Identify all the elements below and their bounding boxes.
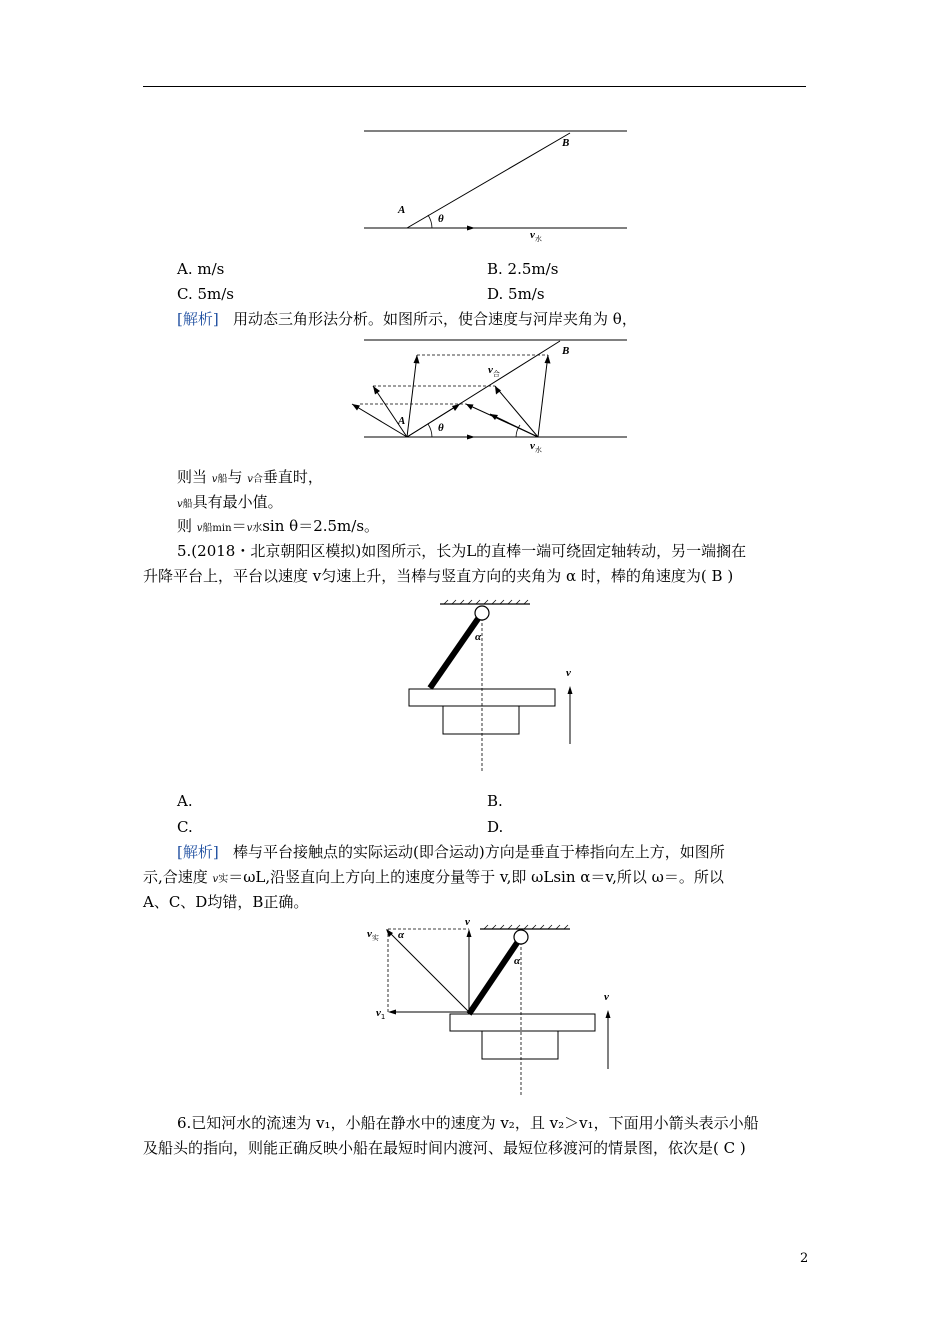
fig2-label-a: A <box>398 415 406 427</box>
q4-conclusion-3: 则 v船min＝v水sin θ＝2.5m/s。 <box>177 517 380 535</box>
svg-text:v实 <box>367 928 379 942</box>
label-v: v <box>530 229 535 241</box>
q4-conclusion-1: 则当 v船与 v合垂直时， <box>177 468 323 486</box>
fig4-v-right: v <box>604 991 609 1003</box>
svg-text:v1 <box>376 1007 385 1021</box>
label-a: A <box>398 204 406 216</box>
label-v-sub: 水 <box>534 235 542 243</box>
q4-option-a: A. m/s <box>177 260 225 278</box>
fig4-v1: v <box>376 1007 381 1019</box>
q5-line-1: 5.(2018・北京朝阳区模拟)如图所示，长为L的直棒一端可绕固定轴转动，另一端搁在 <box>177 542 747 560</box>
label-b: B <box>562 137 570 149</box>
q4-option-b: B. 2.5m/s <box>487 260 559 278</box>
q4-option-c: C. 5m/s <box>177 285 234 303</box>
q6-line-2: 及船头的指向，则能正确反映小船在最短时间内渡河、最短位移渡河的情景图，依次是( C ) <box>143 1139 746 1157</box>
fig4-vshi: v <box>367 928 372 940</box>
fig4-alpha-left: α <box>398 929 405 941</box>
analysis-text: 用动态三角形法分析。如图所示，使合速度与河岸夹角为 θ， <box>233 310 637 328</box>
q5-option-c: C. <box>177 818 193 836</box>
q5-analysis-line-3: A、C、D均错，B正确。 <box>143 893 309 911</box>
analysis-tag: [解析] <box>177 310 219 328</box>
fig4-v1-sub: 1 <box>380 1013 386 1021</box>
q6-line-1: 6.已知河水的流速为 v₁，小船在静水中的速度为 v₂，且 v₂＞v₁，下面用小箭头表示小船 <box>177 1114 759 1132</box>
fig3-v: v <box>566 667 571 679</box>
label-theta: θ <box>438 213 444 225</box>
q4-option-d: D. 5m/s <box>487 285 545 303</box>
q5-analysis-line-2: 示,合速度 v实＝ωL,沿竖直向上方向上的速度分量等于 v,即 ωLsin α＝v,所以 ω＝。所以 <box>143 868 724 886</box>
fig2-label-b: B <box>562 345 570 357</box>
fig3-alpha: α <box>475 631 482 643</box>
fig2-label-vhe: v <box>488 364 493 376</box>
q5-line-2: 升降平台上，平台以速度 v匀速上升，当棒与竖直方向的夹角为 α 时，棒的角速度为( B ) <box>143 567 734 585</box>
fig4-v-top: v <box>465 916 470 928</box>
fig4-alpha-rod: α <box>514 955 521 967</box>
fig2-label-vshui: v <box>530 440 535 452</box>
q5-option-b: B. <box>487 792 503 810</box>
q5-option-a: A. <box>177 792 193 810</box>
page-number: 2 <box>800 1251 809 1266</box>
fig4-vshi-sub: 实 <box>371 934 379 942</box>
fig2-label-theta: θ <box>438 422 444 434</box>
fig2-label-vhe-sub: 合 <box>492 370 500 378</box>
q5-option-d: D. <box>487 818 504 836</box>
q5-analysis-line-1: [解析] 棒与平台接触点的实际运动(即合运动)方向是垂直于棒指向左上方，如图所 <box>177 843 725 861</box>
q4-conclusion-2: v船具有最小值。 <box>177 493 283 511</box>
fig2-label-vshui-sub: 水 <box>534 446 542 454</box>
